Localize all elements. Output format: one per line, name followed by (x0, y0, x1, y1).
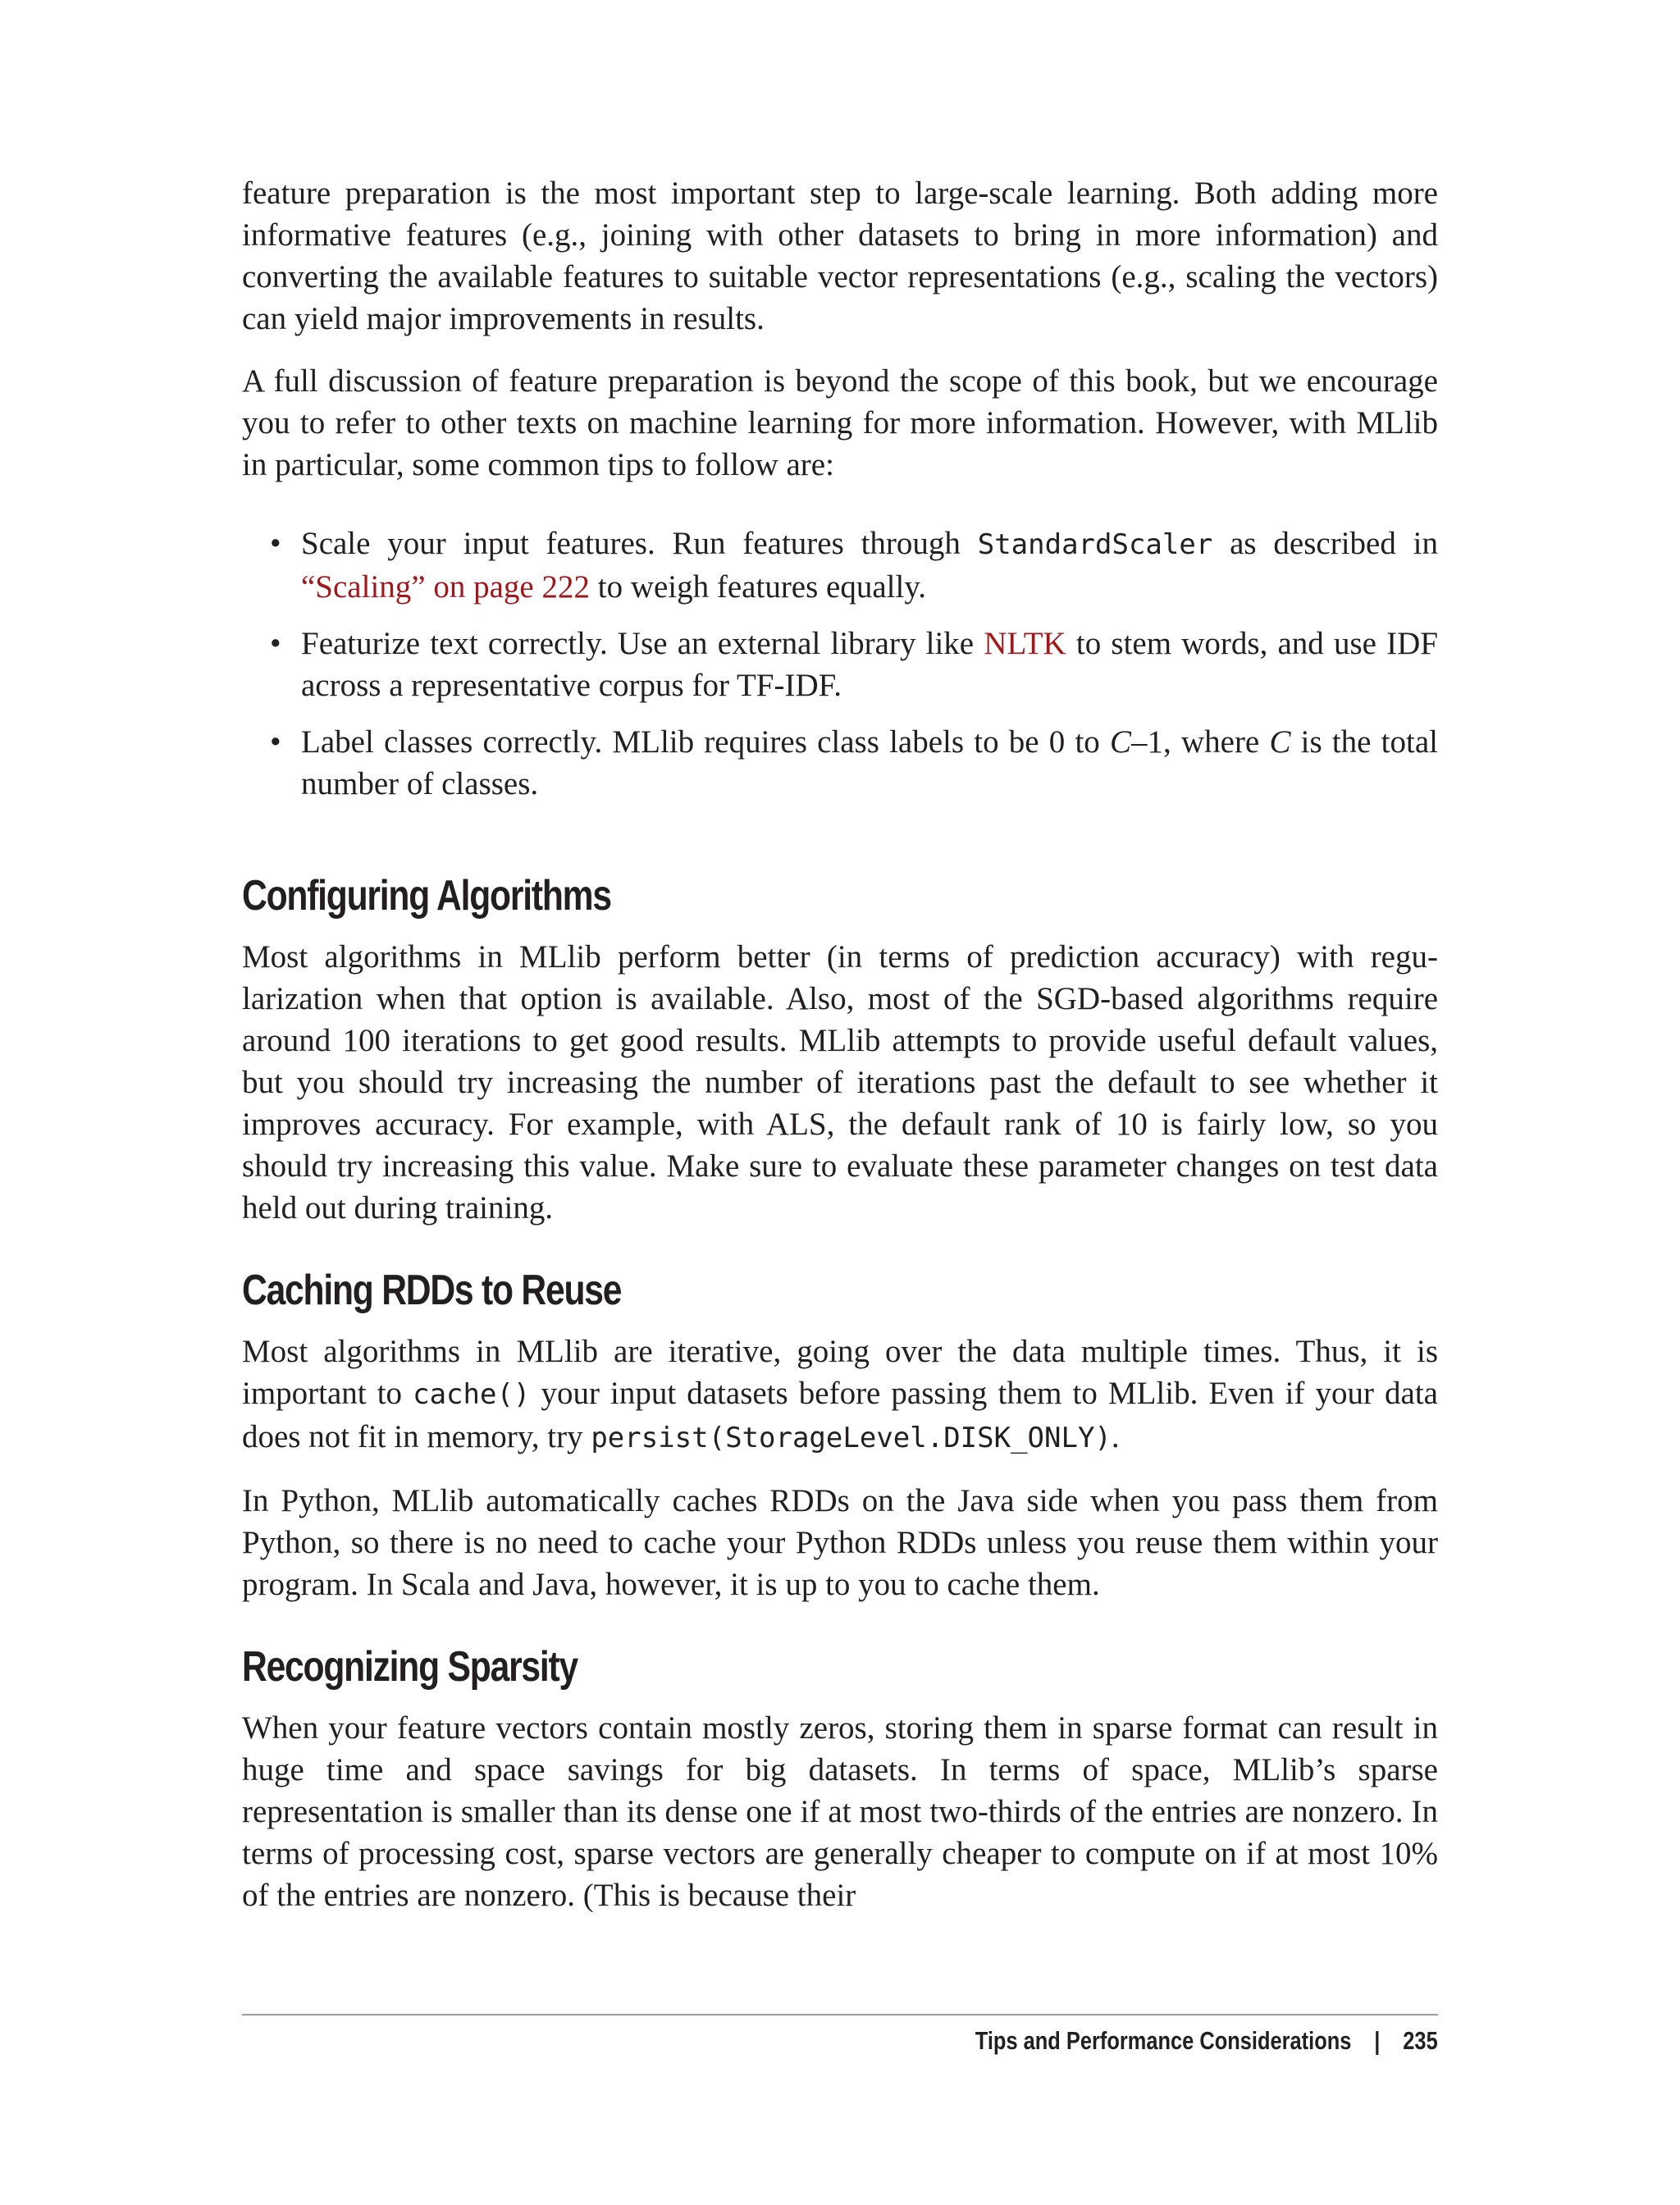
page-number: 235 (1403, 2026, 1438, 2055)
paragraph-caching-1: Most algorithms in MLlib are iterative, going over the data multiple times. Thus, it is important to cache() your input datasets before passing them to MLlib. Even if your data does not fit in memory, try persist(StorageLevel.DISK_ONLY). (242, 1334, 1438, 1454)
paragraph-feature-discussion: A full discussion of feature preparation is beyond the scope of this book, but we encourage you to refer to other texts on machine learning for more information. However, with MLlib in particular, some common tips to follow are: (242, 363, 1438, 482)
footer-divider (242, 2014, 1438, 2016)
bullet-icon: • (270, 724, 281, 760)
paragraph-configuring: Most algorithms in MLlib perform better (in terms of prediction accuracy) with regularization when that option is available. Also, most of the SGD-based algorithms require around 100 iterations to get good results. MLlib attempts to provide useful default values, but you should try increasing the number of iterations past the default to see whether it improves accuracy. For example, with ALS, the default rank of 10 is fairly low, so you should try increasing this value. Make sure to evaluate these parameter changes on test data held out during training. (242, 939, 1438, 1226)
footer-chapter-title: Tips and Performance Considerations (975, 2026, 1352, 2055)
heading-recognizing-sparsity: Recognizing Sparsity (242, 1643, 578, 1691)
paragraph-sparsity: When your feature vectors contain mostly zeros, storing them in sparse format can result in huge time and space savings for big datasets. In terms of space, MLlib’s sparse representation is smaller than its dense one if at most two-thirds of the entries are nonzero. In terms of processing cost, sparse vectors are generally cheaper to compute on if at most 10% of the entries are nonzero. (This is because their (242, 1710, 1438, 1913)
footer-separator: | (1374, 2026, 1381, 2055)
paragraph-feature-preparation: feature preparation is the most important step to large-scale learning. Both adding more informative features (e.g., joining with other datasets to bring in more information) and converting the available features to suitable vector representations (e.g., scaling the vectors) can yield major improvements in results. (242, 176, 1438, 336)
bullet-icon: • (270, 626, 281, 661)
heading-caching-rdds: Caching RDDs to Reuse (242, 1267, 622, 1314)
page-content (242, 172, 1438, 1937)
list-item: • Label classes correctly. MLlib requires class labels to be 0 to C–1, where C is the total number of classes. (242, 721, 1438, 805)
list-item: • Featurize text correctly. Use an external library like NLTK to stem words, and use IDF across a representative corpus for TF-IDF. (242, 623, 1438, 706)
heading-configuring-algorithms: Configuring Algorithms (242, 872, 611, 920)
list-item: • Scale your input features. Run features through StandardScaler as described in “Scaling” on page 222 to weigh features equally. (242, 523, 1438, 608)
inline-code: StandardScaler (977, 528, 1213, 561)
nltk-link[interactable]: NLTK (984, 626, 1066, 661)
scaling-page-link[interactable]: “Scaling” on page 222 (301, 569, 590, 605)
tips-list (242, 523, 1438, 805)
bullet-icon: • (270, 526, 281, 561)
page-footer (975, 2026, 1438, 2056)
inline-code: persist(StorageLevel.DISK_ONLY) (591, 1422, 1112, 1454)
inline-code: cache() (413, 1378, 531, 1411)
paragraph-caching-2: In Python, MLlib automatically caches RDDs on the Java side when you pass them from Python, so there is no need to cache your Python RDDs unless you reuse them within your program. In Scala and Java, however, it is up to you to cache them. (242, 1483, 1438, 1602)
